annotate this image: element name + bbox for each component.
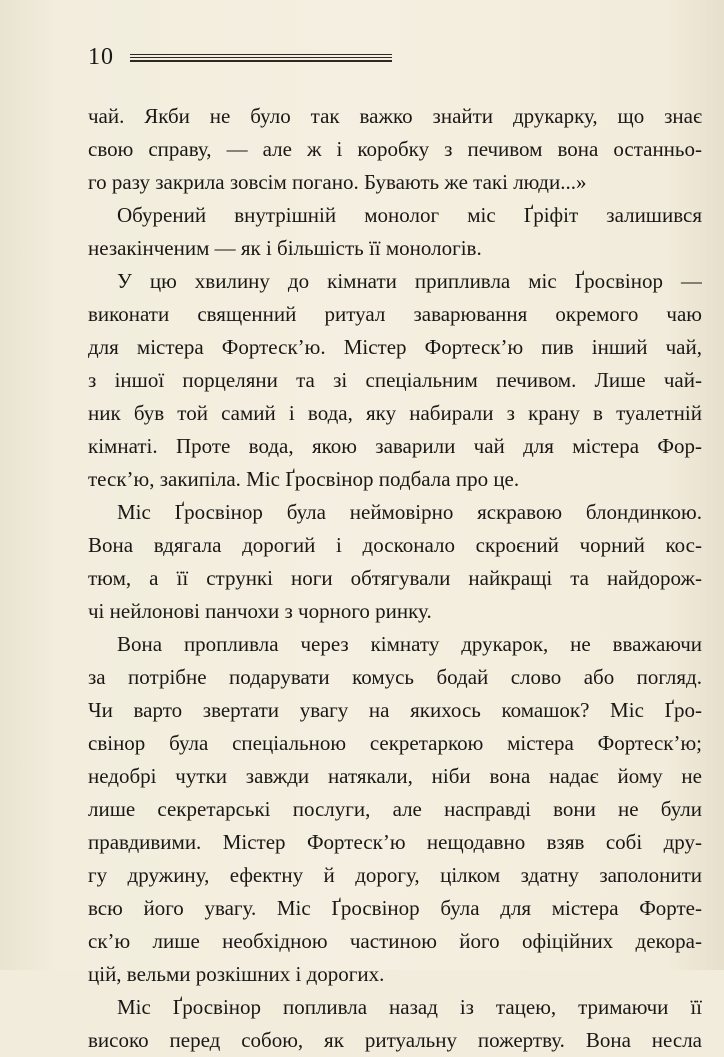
page-header bbox=[88, 42, 408, 72]
text-line: виконати священний ритуал заварювання окремого чаю bbox=[88, 302, 702, 326]
text-line: високо перед собою, як ритуальну пожертву. Вона несла bbox=[88, 1028, 702, 1052]
body-text bbox=[88, 100, 702, 1057]
page-number: 10 bbox=[88, 44, 114, 70]
text-line: Вона вдягала дорогий і досконало скроєний чорний кос- bbox=[88, 533, 702, 557]
text-line: У цю хвилину до кімнати припливла міс Ґросвінор — bbox=[117, 269, 702, 293]
text-line: Міс Ґросвінор була неймовірно яскравою блондинкою. bbox=[117, 500, 702, 524]
text-line: за потрібне подарувати комусь бодай слово або погляд. bbox=[88, 665, 702, 689]
text-line: для містера Фортеск’ю. Містер Фортеск’ю пив інший чай, bbox=[88, 335, 702, 359]
text-line: гу дружину, ефектну й дорогу, цілком здатну заполонити bbox=[88, 863, 702, 887]
text-line: правдивими. Містер Фортеск’ю нещодавно взяв собі дру- bbox=[88, 830, 702, 854]
text-line: Чи варто звертати увагу на якихось комашок? Міс Ґро- bbox=[88, 698, 702, 722]
text-line: свою справу, — але ж і коробку з печивом вона останньо- bbox=[88, 137, 702, 161]
text-line: з іншої порцеляни та зі спеціальним печивом. Лише чай- bbox=[88, 368, 702, 392]
text-line: чай. Якби не було так важко знайти друкарку, що знає bbox=[88, 104, 702, 128]
text-line: недобрі чутки завжди натякали, ніби вона надає йому не bbox=[88, 764, 702, 788]
text-line: ник був той самий і вода, яку набирали з крану в туалетній bbox=[88, 401, 702, 425]
text-line: Вона пропливла через кімнату друкарок, не вважаючи bbox=[117, 632, 702, 656]
text-line: незакінченим — як і більшість її монологів. bbox=[88, 236, 482, 260]
text-line: чі нейлонові панчохи з чорного ринку. bbox=[88, 599, 432, 623]
text-line: Міс Ґросвінор попливла назад із тацею, тримаючи її bbox=[117, 995, 702, 1019]
text-line: всю його увагу. Міс Ґросвінор була для містера Форте- bbox=[88, 896, 702, 920]
text-line: цій, вельми розкішних і дорогих. bbox=[88, 962, 385, 986]
text-line: го разу закрила зовсім погано. Бувають же такі люди...» bbox=[88, 170, 587, 194]
text-line: лише секретарські послуги, але насправді вони не були bbox=[88, 797, 702, 821]
text-line: ск’ю лише необхідною частиною його офіційних декора- bbox=[88, 929, 702, 953]
text-line: свінор була спеціальною секретаркою містера Фортеск’ю; bbox=[88, 731, 702, 755]
text-line: тюм, а її стрункі ноги обтягували найкращі та найдорож- bbox=[88, 566, 702, 590]
header-rule bbox=[130, 54, 392, 63]
text-line: теск’ю, закипіла. Міс Ґросвінор подбала про це. bbox=[88, 467, 520, 491]
text-line: Обурений внутрішній монолог міс Ґріфіт залишився bbox=[117, 203, 702, 227]
text-line: кімнаті. Проте вода, якою заварили чай для містера Фор- bbox=[88, 434, 702, 458]
